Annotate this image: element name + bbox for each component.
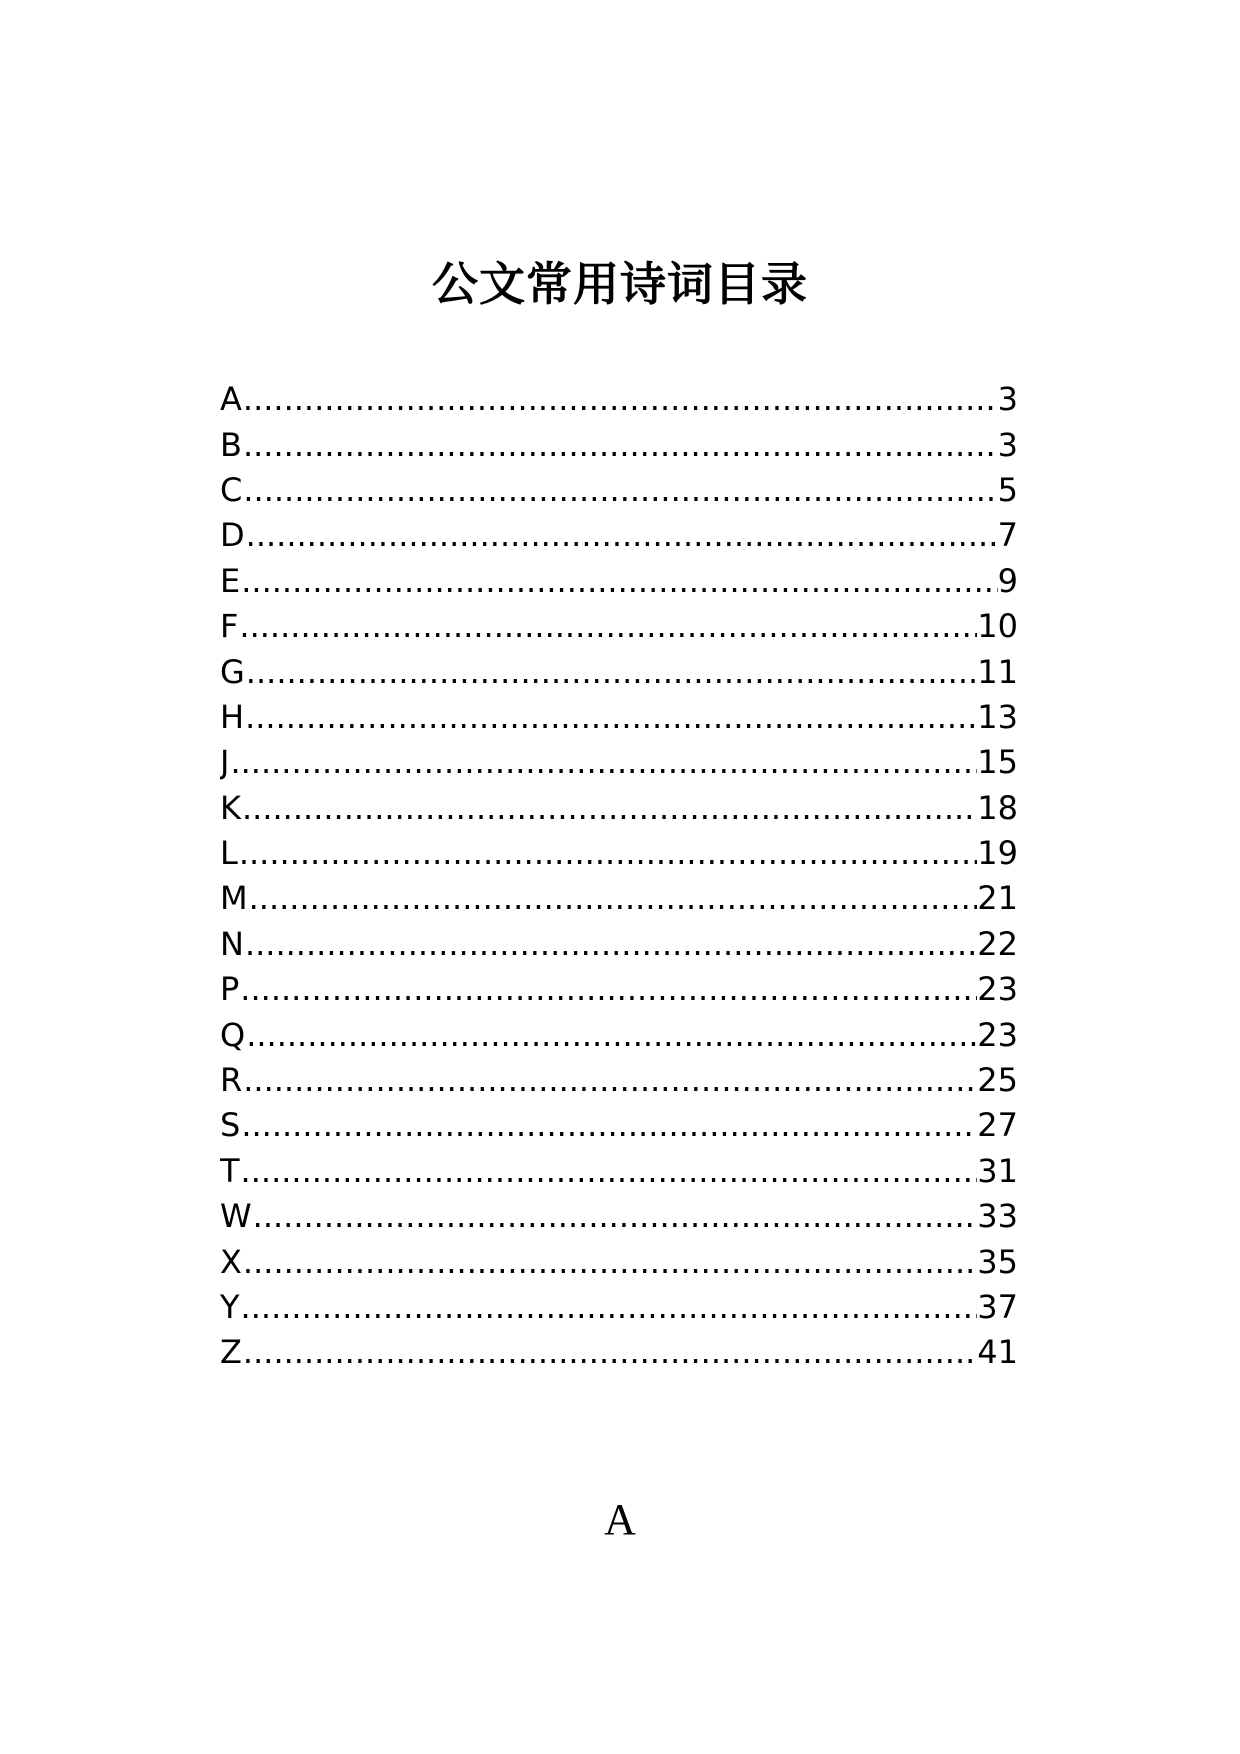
toc-entry-b[interactable] (220, 422, 1018, 467)
toc-entry-z[interactable] (220, 1330, 1018, 1375)
toc-page-number: 23 (977, 1015, 1018, 1054)
toc-page-number: 31 (977, 1151, 1018, 1190)
toc-dot-leader (242, 1240, 977, 1285)
toc-letter: M (220, 879, 248, 918)
toc-dot-leader (240, 1149, 978, 1194)
toc-dot-leader (248, 876, 978, 921)
toc-dot-leader (239, 967, 977, 1012)
toc-dot-leader (244, 922, 977, 967)
toc-dot-leader (245, 1013, 977, 1058)
section-heading: A (604, 1495, 636, 1544)
toc-entry-r[interactable] (220, 1058, 1018, 1103)
toc-page-number: 35 (977, 1242, 1018, 1281)
toc-page-number: 11 (977, 652, 1018, 691)
toc-dot-leader (240, 559, 997, 604)
toc-entry-w[interactable] (220, 1194, 1018, 1239)
toc-entry-t[interactable] (220, 1149, 1018, 1194)
toc-letter: H (220, 697, 245, 736)
toc-letter: J (220, 743, 230, 782)
toc-letter: Z (220, 1333, 242, 1372)
toc-letter: C (220, 470, 243, 509)
toc-dot-leader (242, 1058, 977, 1103)
toc-entry-e[interactable] (220, 559, 1018, 604)
toc-page-number: 9 (997, 561, 1018, 600)
toc-letter: E (220, 561, 241, 600)
page-title: 公文常用诗词目录 (432, 257, 808, 311)
toc-dot-leader (252, 1194, 978, 1239)
toc-letter: R (220, 1061, 243, 1100)
toc-dot-leader (242, 1330, 977, 1375)
toc-dot-leader (241, 786, 977, 831)
toc-dot-leader (240, 1103, 977, 1148)
toc-entry-x[interactable] (220, 1239, 1018, 1284)
toc-dot-leader (242, 468, 997, 513)
toc-letter: G (220, 652, 245, 691)
toc-letter: K (220, 788, 241, 827)
toc-entry-g[interactable] (220, 649, 1018, 694)
toc-letter: A (220, 380, 242, 419)
toc-page-number: 13 (977, 697, 1018, 736)
toc-entry-l[interactable] (220, 831, 1018, 876)
toc-entry-p[interactable] (220, 967, 1018, 1012)
toc-page-number: 15 (977, 743, 1018, 782)
toc-page-number: 5 (997, 470, 1018, 509)
toc-letter: W (220, 1197, 252, 1236)
toc-page-number: 19 (977, 834, 1018, 873)
toc-entry-d[interactable] (220, 513, 1018, 558)
toc-page-number: 23 (977, 970, 1018, 1009)
toc-letter: T (220, 1151, 240, 1190)
toc-entry-s[interactable] (220, 1103, 1018, 1148)
toc-dot-leader (240, 1285, 978, 1330)
toc-dot-leader (229, 740, 977, 785)
toc-page-number: 27 (977, 1106, 1018, 1145)
toc-letter: Y (220, 1288, 240, 1326)
toc-letter: S (220, 1106, 241, 1145)
toc-dot-leader (244, 695, 977, 740)
toc-page-number: 3 (997, 425, 1018, 464)
toc-letter: P (220, 970, 240, 1009)
toc-entry-n[interactable] (220, 922, 1018, 967)
toc-page-number: 25 (977, 1061, 1018, 1100)
toc-entry-c[interactable] (220, 468, 1018, 513)
toc-letter: D (220, 516, 245, 555)
toc-entry-f[interactable] (220, 604, 1018, 649)
toc-page-number: 33 (977, 1197, 1018, 1236)
toc-letter: N (220, 924, 244, 963)
toc-dot-leader (238, 831, 977, 876)
toc-page-number: 10 (977, 607, 1018, 646)
toc-entry-y[interactable] (220, 1285, 1018, 1330)
toc-entry-j[interactable] (220, 740, 1018, 785)
toc-page-number: 3 (997, 380, 1018, 419)
toc-letter: L (220, 834, 238, 873)
toc-letter: B (220, 425, 242, 464)
toc-entry-m[interactable] (220, 876, 1018, 921)
toc-page-number: 22 (977, 924, 1018, 963)
toc-dot-leader (245, 650, 977, 695)
toc-page-number: 21 (977, 879, 1018, 918)
toc-page-number: 7 (997, 516, 1018, 555)
toc-dot-leader (242, 377, 998, 422)
table-of-contents (220, 377, 1018, 1376)
toc-page-number: 41 (977, 1333, 1018, 1372)
toc-letter: Q (220, 1015, 246, 1054)
toc-entry-a[interactable] (220, 377, 1018, 422)
toc-page-number: 18 (977, 788, 1018, 827)
toc-dot-leader (242, 423, 998, 468)
toc-letter: F (220, 607, 239, 646)
toc-entry-h[interactable] (220, 695, 1018, 740)
toc-entry-q[interactable] (220, 1012, 1018, 1057)
toc-entry-k[interactable] (220, 786, 1018, 831)
toc-page-number: 37 (977, 1288, 1018, 1326)
toc-letter: X (220, 1242, 242, 1281)
toc-dot-leader (238, 604, 977, 649)
toc-dot-leader (245, 513, 998, 558)
